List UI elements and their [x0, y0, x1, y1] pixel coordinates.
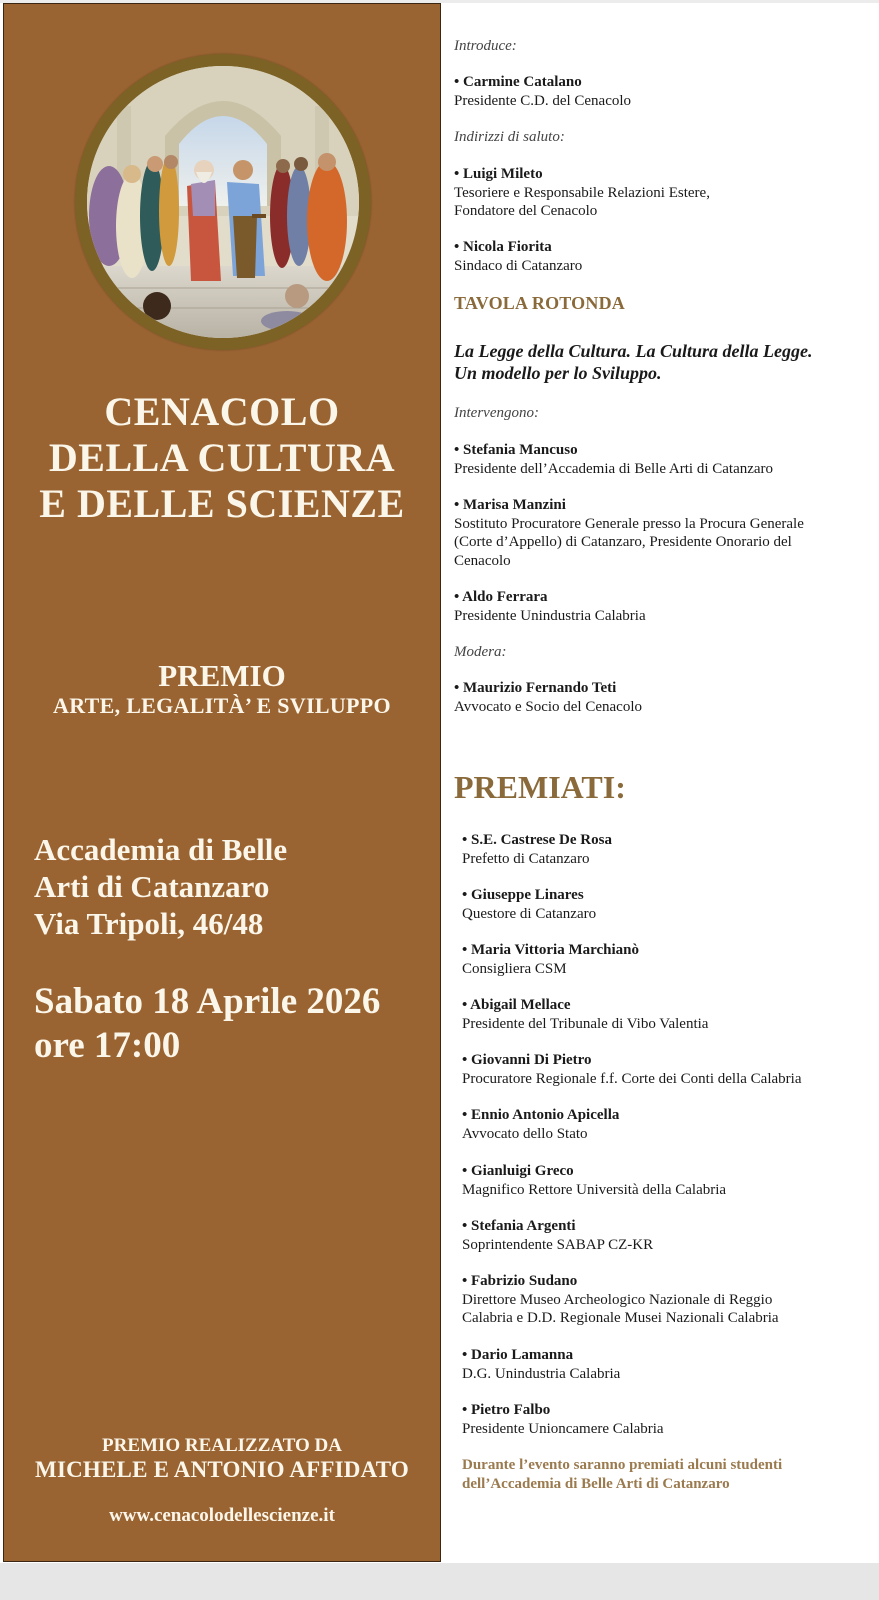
- venue-line: Accademia di Belle: [34, 832, 288, 867]
- speaker-role: Fondatore del Cenacolo: [454, 203, 598, 219]
- speaker-role: Presidente Unindustria Calabria: [454, 607, 646, 624]
- awardee-role: Prefetto di Catanzaro: [462, 850, 590, 867]
- speaker-role: Cenacolo: [454, 552, 511, 569]
- introduce-label: Introduce:: [454, 38, 517, 54]
- awardee-name: • Fabrizio Sudano: [462, 1273, 578, 1289]
- awardee-role: Procuratore Regionale f.f. Corte dei Conti della Calabria: [462, 1070, 802, 1087]
- saluti-label: Indirizzi di saluto:: [454, 129, 565, 145]
- awardee-role: Presidente Unioncamere Calabria: [462, 1420, 664, 1437]
- venue-address: [34, 831, 287, 942]
- awardee-role: D.G. Unindustria Calabria: [462, 1365, 621, 1382]
- awardee-entry: [462, 1217, 653, 1254]
- speaker-entry: [454, 441, 773, 478]
- awardee-name: • Gianluigi Greco: [462, 1163, 574, 1179]
- awardee-role: Consigliera CSM: [462, 960, 567, 977]
- awardee-name: • Maria Vittoria Marchianò: [462, 942, 640, 958]
- awardee-entry: [462, 1162, 726, 1199]
- subtitle-line: Un modello per lo Sviluppo.: [454, 363, 662, 383]
- awardee-entry: [462, 996, 708, 1033]
- speaker-role: Avvocato e Socio del Cenacolo: [454, 698, 642, 715]
- title-line: DELLA CULTURA: [48, 435, 396, 480]
- awardee-entry: [462, 941, 639, 978]
- students-note: [462, 1456, 782, 1493]
- venue-line: Arti di Catanzaro: [34, 869, 270, 904]
- venue-line: Via Tripoli, 46/48: [34, 906, 264, 941]
- awardee-name: • Giovanni Di Pietro: [462, 1052, 592, 1068]
- awardee-role: Questore di Catanzaro: [462, 905, 597, 922]
- awardee-name: • Ennio Antonio Apicella: [462, 1107, 620, 1123]
- awardee-entry: [462, 1401, 664, 1438]
- awardee-entry: [462, 1051, 801, 1088]
- speaker-name: • Aldo Ferrara: [454, 589, 548, 605]
- speaker-entry: [454, 679, 642, 716]
- website-link[interactable]: www.cenacolodellescienze.it: [109, 1505, 335, 1526]
- awardee-entry: [462, 831, 612, 868]
- intervengono-label: Intervengono:: [454, 405, 539, 421]
- event-time: ore 17:00: [34, 1025, 181, 1066]
- school-of-athens-image: [87, 66, 359, 338]
- speaker-name: • Maurizio Fernando Teti: [454, 680, 617, 696]
- speaker-role: (Corte d’Appello) di Catanzaro, Presidente Onorario del: [454, 534, 792, 550]
- speaker-name: • Carmine Catalano: [454, 74, 582, 90]
- speaker-role: Sindaco di Catanzaro: [454, 257, 583, 274]
- speaker-name: • Marisa Manzini: [454, 497, 566, 513]
- credits-names: MICHELE E ANTONIO AFFIDATO: [35, 1457, 409, 1482]
- awardee-name: • S.E. Castrese De Rosa: [462, 832, 612, 848]
- credits-label: PREMIO REALIZZATO DA: [102, 1435, 342, 1456]
- credits: [4, 1434, 440, 1527]
- awardee-role: Presidente del Tribunale di Vibo Valentia: [462, 1015, 709, 1032]
- awardee-name: • Dario Lamanna: [462, 1347, 574, 1363]
- award-label: PREMIO: [158, 658, 286, 693]
- speaker-entry: [454, 496, 804, 570]
- awardee-role: Calabria e D.D. Regionale Musei Nazionali Calabria: [462, 1310, 779, 1326]
- awardee-name: • Stefania Argenti: [462, 1218, 576, 1234]
- speaker-entry: [454, 73, 631, 110]
- speaker-name: • Nicola Fiorita: [454, 239, 552, 255]
- speaker-role: Tesoriere e Responsabile Relazioni Estere,: [454, 184, 710, 201]
- awardee-name: • Abigail Mellace: [462, 997, 571, 1013]
- speaker-name: • Stefania Mancuso: [454, 442, 578, 458]
- note-line: dell’Accademia di Belle Arti di Catanzaro: [462, 1475, 730, 1492]
- awardee-role: Direttore Museo Archeologico Nazionale di Reggio: [462, 1291, 773, 1308]
- awardee-entry: [462, 1346, 620, 1383]
- awardee-role: Avvocato dello Stato: [462, 1125, 588, 1142]
- organization-title: [4, 389, 440, 527]
- speaker-entry: [454, 165, 710, 221]
- note-line: Durante l’evento saranno premiati alcuni studenti: [462, 1457, 783, 1473]
- speaker-role: Presidente C.D. del Cenacolo: [454, 92, 632, 109]
- speaker-role: Presidente dell’Accademia di Belle Arti di Catanzaro: [454, 460, 774, 477]
- speaker-name: • Luigi Mileto: [454, 166, 543, 182]
- awardee-role: Soprintendente SABAP CZ-KR: [462, 1236, 654, 1253]
- speaker-entry: [454, 588, 646, 625]
- painting-illustration: [87, 66, 359, 338]
- tavola-rotonda-heading: TAVOLA ROTONDA: [454, 293, 625, 313]
- left-panel: [3, 3, 441, 1562]
- premiati-heading: PREMIATI:: [454, 769, 626, 805]
- tavola-rotonda-subtitle: [454, 340, 813, 384]
- speaker-role: Sostituto Procuratore Generale presso la Procura Generale: [454, 515, 804, 532]
- awardee-entry: [462, 1106, 619, 1143]
- title-line: E DELLE SCIENZE: [39, 481, 405, 526]
- medallion-frame: [75, 54, 371, 350]
- title-line: CENACOLO: [104, 389, 340, 434]
- event-datetime: [34, 980, 380, 1068]
- awardee-role: Magnifico Rettore Università della Calabria: [462, 1181, 727, 1198]
- awardee-name: • Giuseppe Linares: [462, 887, 584, 903]
- subtitle-line: La Legge della Cultura. La Cultura della Legge.: [454, 341, 813, 361]
- awardee-name: • Pietro Falbo: [462, 1402, 551, 1418]
- modera-label: Modera:: [454, 644, 507, 660]
- speaker-entry: [454, 238, 582, 275]
- event-date: Sabato 18 Aprile 2026: [34, 981, 381, 1022]
- award-name: ARTE, LEGALITÀ’ E SVILUPPO: [53, 693, 391, 718]
- awardee-entry: [462, 886, 596, 923]
- award-title: [4, 659, 440, 719]
- awardee-entry: [462, 1272, 779, 1328]
